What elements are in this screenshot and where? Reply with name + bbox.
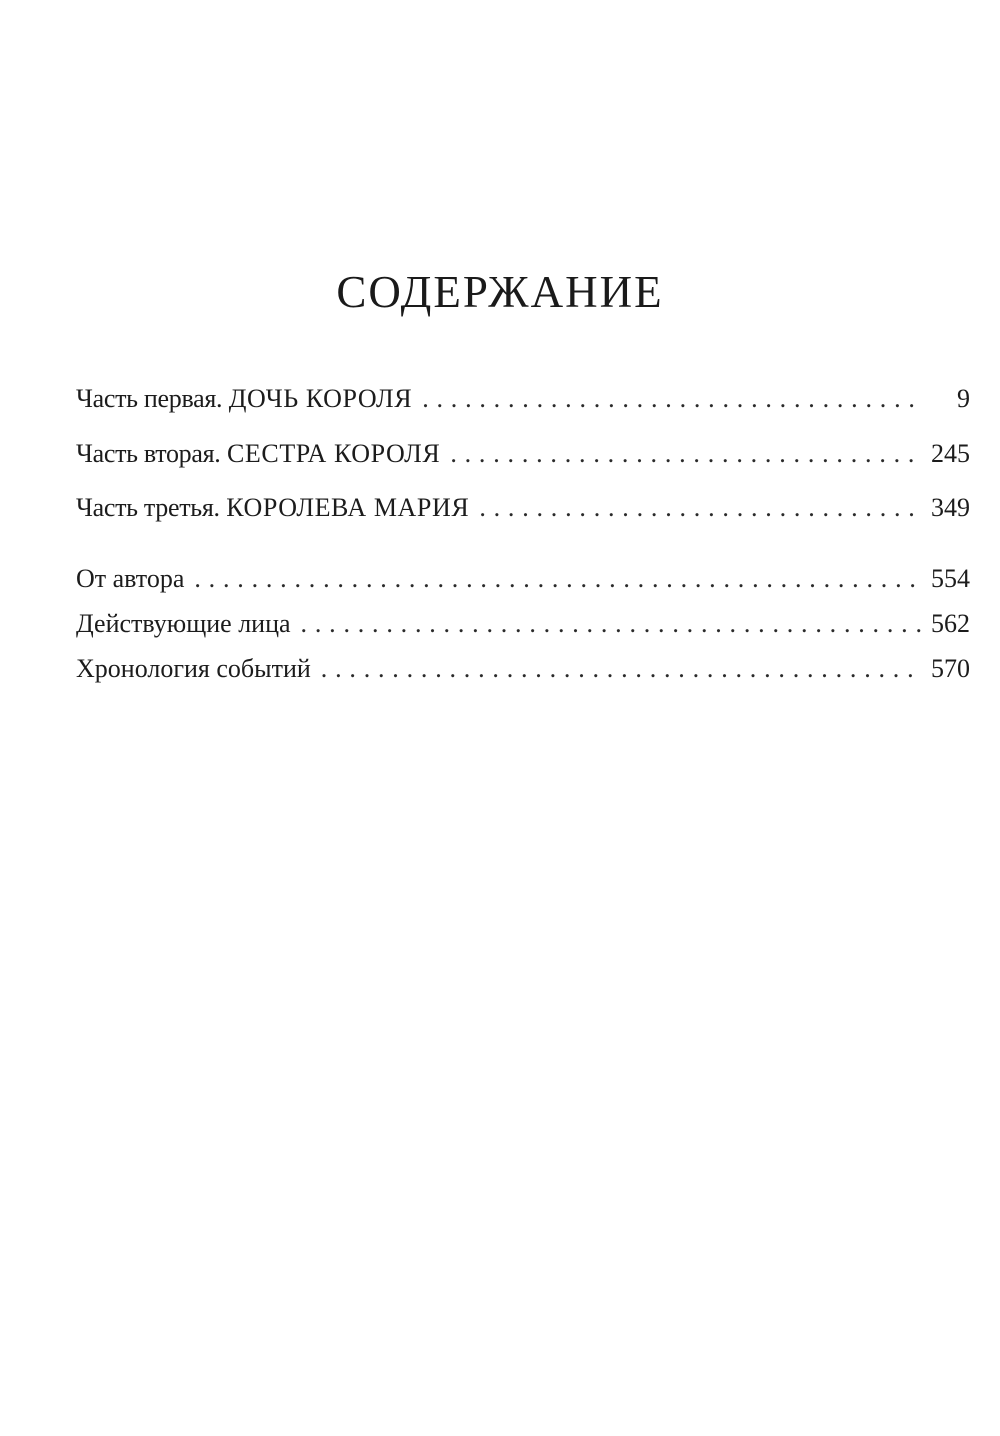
page-number: 570 xyxy=(931,654,970,683)
part-name: КОРОЛЕВА МАРИЯ xyxy=(226,493,470,522)
toc-entry-label xyxy=(76,382,412,416)
page-number: 245 xyxy=(931,439,970,468)
dot-leader xyxy=(301,607,922,641)
toc-entry-label: Действующие лица xyxy=(76,609,291,638)
toc-entry-label xyxy=(76,437,440,471)
page-title: СОДЕРЖАНИЕ xyxy=(336,267,664,317)
dot-leader xyxy=(321,652,922,686)
page-number: 562 xyxy=(931,609,970,638)
toc-entry-chronology[interactable] xyxy=(76,652,970,686)
toc-entry-label: От автора xyxy=(76,564,185,593)
toc-entry-label: Хронология событий xyxy=(76,654,311,683)
page-number: 554 xyxy=(931,564,970,593)
dot-leader xyxy=(422,382,922,416)
part-name: СЕСТРА КОРОЛЯ xyxy=(226,439,441,468)
dot-leader xyxy=(194,562,922,596)
part-prefix: Часть третья. xyxy=(76,493,220,522)
part-name: ДОЧЬ КОРОЛЯ xyxy=(228,384,413,413)
dot-leader xyxy=(479,491,922,525)
page-number: 9 xyxy=(957,384,970,413)
toc-entry-characters[interactable] xyxy=(76,607,970,641)
toc-entry-author-note[interactable] xyxy=(76,562,970,596)
toc-entry-part-3[interactable] xyxy=(76,491,970,525)
part-prefix: Часть первая. xyxy=(76,384,223,413)
part-prefix: Часть вторая. xyxy=(76,439,221,468)
toc-entry-part-1[interactable] xyxy=(76,382,970,416)
page-number: 349 xyxy=(931,493,970,522)
toc-entry-part-2[interactable] xyxy=(76,437,970,471)
dot-leader xyxy=(450,437,922,471)
toc-entry-label xyxy=(76,491,469,525)
